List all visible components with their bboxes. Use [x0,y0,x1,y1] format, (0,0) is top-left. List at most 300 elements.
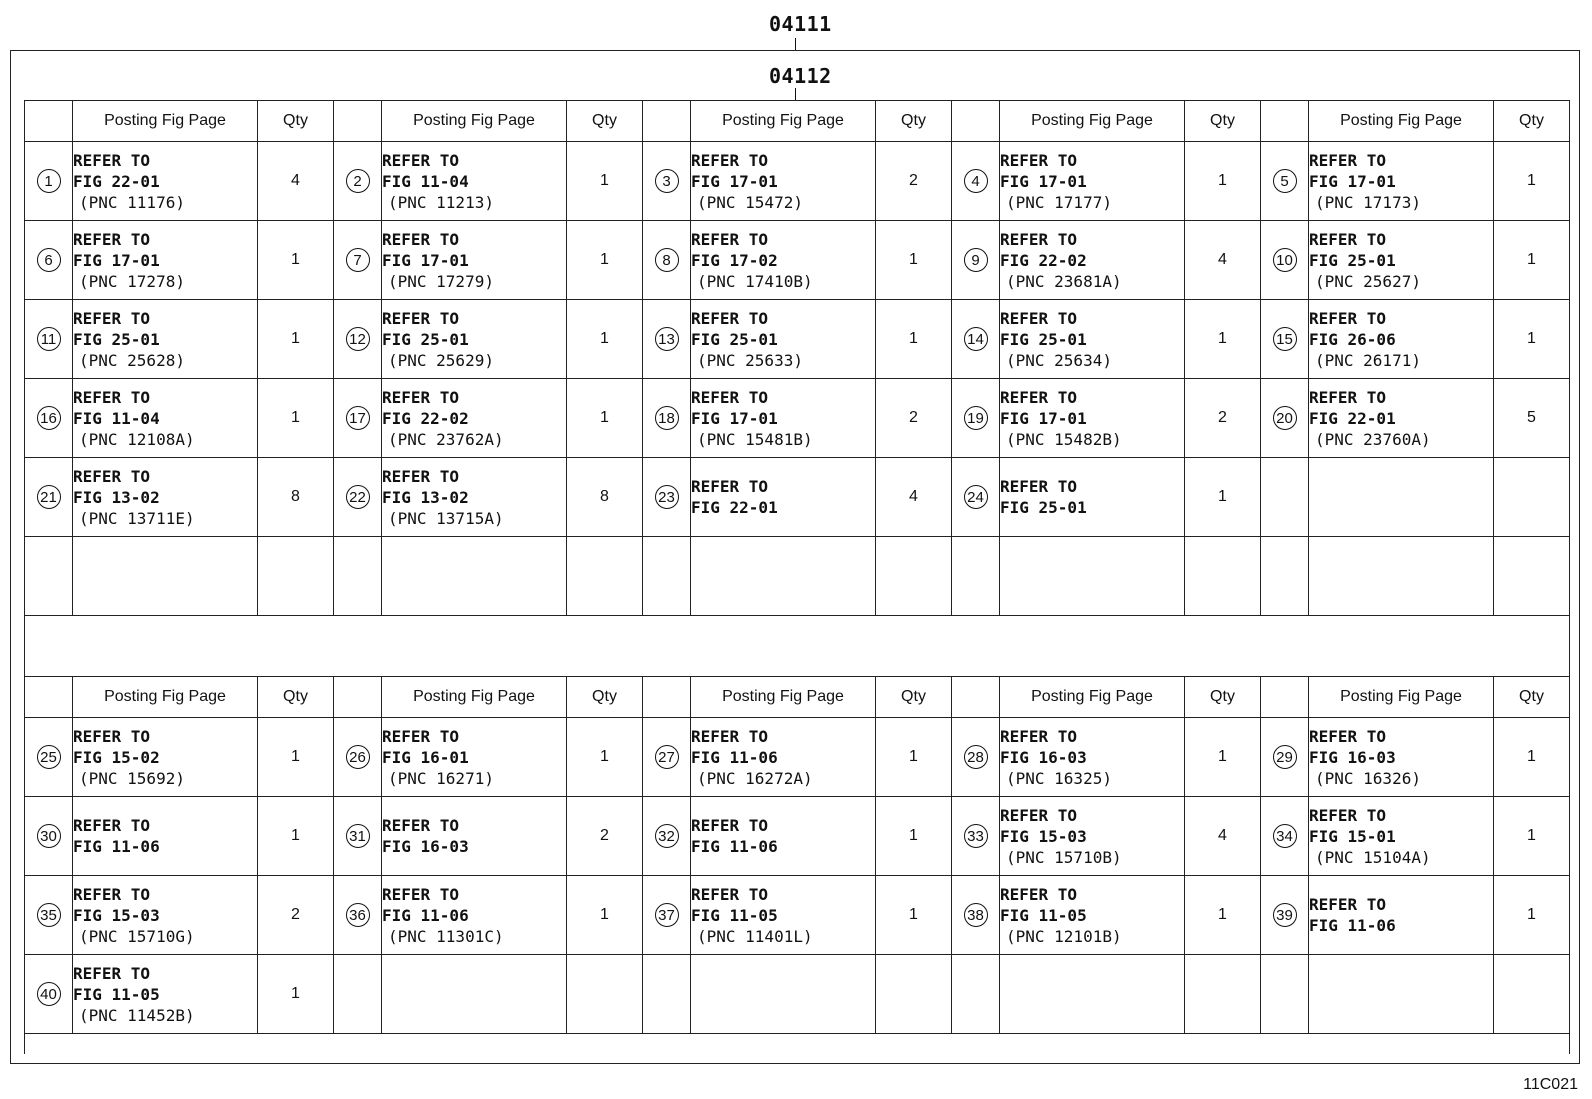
header-row [25,101,1570,142]
item-number-cell [952,458,1000,537]
quantity-cell: 1 [258,221,334,300]
refer-to-text: REFER TO [1309,387,1387,407]
pnc-number: (PNC 16271) [388,768,494,788]
posting-reference-cell [73,300,258,379]
posting-reference-cell [1000,142,1185,221]
item-number-cell [25,537,73,616]
item-number-cell [334,955,382,1034]
posting-reference-cell [1309,221,1494,300]
quantity-cell: 4 [258,142,334,221]
quantity-cell: 1 [876,797,952,876]
posting-reference-cell [1000,379,1185,458]
figure-page-ref: FIG 22-02 [1000,250,1087,270]
quantity-cell: 1 [567,142,643,221]
callout-number: 39 [1273,903,1297,927]
callout-number: 40 [37,982,61,1006]
figure-page-ref: FIG 15-03 [73,905,160,925]
refer-to-text: REFER TO [73,308,151,328]
quantity-cell: 2 [567,797,643,876]
refer-to-text: REFER TO [1309,726,1387,746]
quantity-cell: 2 [258,876,334,955]
quantity-cell: 4 [1185,797,1261,876]
item-number-cell [25,142,73,221]
item-number-cell [643,797,691,876]
callout-number: 33 [964,824,988,848]
pnc-number: (PNC 13715A) [388,508,504,528]
pnc-number: (PNC 15104A) [1315,847,1431,867]
figure-page-ref: FIG 11-06 [1309,916,1396,935]
figure-page-ref: FIG 17-01 [691,408,778,428]
table-row [25,797,1570,876]
item-number-cell [334,718,382,797]
column-header-item [25,101,73,142]
refer-to-text: REFER TO [691,308,769,328]
posting-reference-cell [1309,458,1494,537]
item-number-cell [643,537,691,616]
column-header-item [1261,677,1309,718]
posting-reference-cell [691,797,876,876]
column-header-qty: Qty [876,101,952,142]
column-header-qty: Qty [1185,101,1261,142]
figure-page-ref: FIG 15-03 [1000,826,1087,846]
column-header-posting: Posting Fig Page [1000,101,1185,142]
quantity-cell [1185,537,1261,616]
figure-page-ref: FIG 25-01 [1000,329,1087,349]
posting-reference-cell [73,142,258,221]
posting-reference-cell [691,537,876,616]
item-number-cell [643,458,691,537]
table-row [25,955,1570,1034]
item-number-cell [334,458,382,537]
posting-reference-cell [1000,876,1185,955]
posting-reference-cell [382,300,567,379]
pnc-number: (PNC 17278) [79,271,185,291]
callout-number: 2 [346,169,370,193]
column-header-item [643,101,691,142]
figure-page-ref: FIG 22-02 [382,408,469,428]
refer-to-text: REFER TO [1309,805,1387,825]
posting-reference-cell [691,300,876,379]
posting-reference-cell [691,876,876,955]
callout-number: 16 [37,406,61,430]
table-row [25,458,1570,537]
subassembly-number: 04112 [769,64,832,88]
posting-reference-cell [1309,718,1494,797]
figure-page-ref: FIG 17-02 [691,250,778,270]
item-number-cell [1261,955,1309,1034]
reference-table-upper [24,100,1570,616]
figure-page-ref: FIG 22-01 [73,171,160,191]
quantity-cell: 2 [876,142,952,221]
figure-page-ref: FIG 17-01 [382,250,469,270]
quantity-cell: 1 [258,955,334,1034]
figure-page-ref: FIG 11-05 [691,905,778,925]
assembly-number: 04111 [769,12,832,36]
refer-to-text: REFER TO [691,150,769,170]
posting-reference-cell [1309,876,1494,955]
refer-to-text: REFER TO [382,726,460,746]
quantity-cell: 1 [258,300,334,379]
posting-reference-cell [1000,797,1185,876]
posting-reference-cell [1000,300,1185,379]
column-header-posting: Posting Fig Page [382,101,567,142]
quantity-cell: 1 [1494,797,1570,876]
pnc-number: (PNC 11452B) [79,1005,195,1025]
callout-number: 11 [37,327,61,351]
figure-page-ref: FIG 11-04 [73,408,160,428]
callout-number: 14 [964,327,988,351]
pnc-number: (PNC 16272A) [697,768,813,788]
quantity-cell: 2 [1185,379,1261,458]
posting-reference-cell [1309,300,1494,379]
column-header-posting: Posting Fig Page [73,101,258,142]
column-header-qty: Qty [1494,677,1570,718]
posting-reference-cell [691,718,876,797]
figure-page-ref: FIG 15-02 [73,747,160,767]
callout-number: 5 [1273,169,1297,193]
quantity-cell [567,537,643,616]
column-header-qty: Qty [1494,101,1570,142]
item-number-cell [1261,876,1309,955]
quantity-cell [876,537,952,616]
pnc-number: (PNC 15481B) [697,429,813,449]
figure-page-ref: FIG 26-06 [1309,329,1396,349]
posting-reference-cell [382,718,567,797]
pnc-number: (PNC 16325) [1006,768,1112,788]
refer-to-text: REFER TO [73,963,151,983]
table-body [25,718,1570,1034]
quantity-cell: 1 [876,300,952,379]
callout-number: 17 [346,406,370,430]
figure-page-ref: FIG 25-01 [1000,498,1087,517]
item-number-cell [25,955,73,1034]
refer-to-text: REFER TO [1000,150,1078,170]
posting-reference-cell [382,797,567,876]
item-number-cell [952,797,1000,876]
posting-reference-cell [73,537,258,616]
pnc-number: (PNC 25627) [1315,271,1421,291]
item-number-cell [1261,142,1309,221]
item-number-cell [334,379,382,458]
column-header-item [952,677,1000,718]
quantity-cell: 1 [876,876,952,955]
quantity-cell: 1 [876,718,952,797]
table-row [25,537,1570,616]
item-number-cell [334,221,382,300]
pnc-number: (PNC 11176) [79,192,185,212]
refer-to-text: REFER TO [382,387,460,407]
quantity-cell: 1 [567,379,643,458]
item-number-cell [25,379,73,458]
posting-reference-cell [382,379,567,458]
callout-number: 12 [346,327,370,351]
figure-page-ref: FIG 11-06 [73,837,160,856]
callout-number: 29 [1273,745,1297,769]
column-header-item [1261,101,1309,142]
callout-number: 21 [37,485,61,509]
column-header-posting: Posting Fig Page [73,677,258,718]
refer-to-text: REFER TO [1000,477,1078,496]
posting-reference-cell [1000,221,1185,300]
quantity-cell [876,955,952,1034]
pnc-number: (PNC 15472) [697,192,803,212]
quantity-cell [258,537,334,616]
quantity-cell: 1 [1185,718,1261,797]
refer-to-text: REFER TO [73,229,151,249]
item-number-cell [334,142,382,221]
table-row [25,142,1570,221]
item-number-cell [643,955,691,1034]
item-number-cell [25,300,73,379]
item-number-cell [25,876,73,955]
quantity-cell [1494,955,1570,1034]
quantity-cell: 1 [1494,876,1570,955]
item-number-cell [952,379,1000,458]
refer-to-text: REFER TO [73,816,151,835]
pnc-number: (PNC 11401L) [697,926,813,946]
figure-page-ref: FIG 17-01 [1000,408,1087,428]
callout-number: 31 [346,824,370,848]
quantity-cell: 2 [876,379,952,458]
posting-reference-cell [1000,537,1185,616]
item-number-cell [1261,379,1309,458]
column-header-posting: Posting Fig Page [1309,677,1494,718]
posting-reference-cell [382,876,567,955]
quantity-cell: 1 [876,221,952,300]
callout-number: 8 [655,248,679,272]
item-number-cell [25,718,73,797]
posting-reference-cell [382,458,567,537]
refer-to-text: REFER TO [382,229,460,249]
callout-number: 1 [37,169,61,193]
pnc-number: (PNC 15482B) [1006,429,1122,449]
posting-reference-cell [73,955,258,1034]
quantity-cell: 8 [567,458,643,537]
posting-reference-cell [691,221,876,300]
quantity-cell: 8 [258,458,334,537]
table-row [25,718,1570,797]
figure-page-ref: FIG 17-01 [73,250,160,270]
figure-page-ref: FIG 25-01 [691,329,778,349]
item-number-cell [25,458,73,537]
callout-number: 15 [1273,327,1297,351]
refer-to-text: REFER TO [691,229,769,249]
item-number-cell [643,379,691,458]
posting-reference-cell [691,955,876,1034]
callout-number: 36 [346,903,370,927]
figure-page-ref: FIG 11-05 [1000,905,1087,925]
callout-number: 18 [655,406,679,430]
quantity-cell: 1 [1494,142,1570,221]
quantity-cell: 1 [258,379,334,458]
figure-page-ref: FIG 17-01 [1309,171,1396,191]
refer-to-text: REFER TO [1000,387,1078,407]
figure-page-ref: FIG 11-06 [691,747,778,767]
subassembly-leader-line [795,88,796,100]
reference-table-lower [24,676,1570,1034]
callout-number: 34 [1273,824,1297,848]
column-header-posting: Posting Fig Page [1000,677,1185,718]
quantity-cell: 1 [567,718,643,797]
quantity-cell: 1 [1494,718,1570,797]
posting-reference-cell [1309,142,1494,221]
refer-to-text: REFER TO [691,726,769,746]
pnc-number: (PNC 15710B) [1006,847,1122,867]
column-header-posting: Posting Fig Page [691,101,876,142]
pnc-number: (PNC 17177) [1006,192,1112,212]
item-number-cell [952,876,1000,955]
posting-reference-cell [382,537,567,616]
item-number-cell [1261,537,1309,616]
column-header-posting: Posting Fig Page [691,677,876,718]
quantity-cell: 1 [258,718,334,797]
figure-page-ref: FIG 25-01 [1309,250,1396,270]
quantity-cell: 1 [1494,221,1570,300]
callout-number: 13 [655,327,679,351]
refer-to-text: REFER TO [1309,229,1387,249]
refer-to-text: REFER TO [382,816,460,835]
figure-page-ref: FIG 11-06 [382,905,469,925]
quantity-cell: 1 [258,797,334,876]
assembly-leader-line [795,38,796,50]
callout-number: 23 [655,485,679,509]
item-number-cell [334,300,382,379]
pnc-number: (PNC 23762A) [388,429,504,449]
refer-to-text: REFER TO [1000,229,1078,249]
callout-number: 25 [37,745,61,769]
figure-page-ref: FIG 16-03 [382,837,469,856]
column-header-item [25,677,73,718]
callout-number: 9 [964,248,988,272]
refer-to-text: REFER TO [691,816,769,835]
column-header-qty: Qty [567,101,643,142]
pnc-number: (PNC 25634) [1006,350,1112,370]
item-number-cell [952,142,1000,221]
table-header [25,101,1570,142]
item-number-cell [25,221,73,300]
figure-page-ref: FIG 22-01 [691,498,778,517]
callout-number: 4 [964,169,988,193]
column-header-posting: Posting Fig Page [382,677,567,718]
figure-page-ref: FIG 25-01 [73,329,160,349]
column-header-qty: Qty [1185,677,1261,718]
posting-reference-cell [1000,718,1185,797]
refer-to-text: REFER TO [1000,805,1078,825]
posting-reference-cell [382,221,567,300]
item-number-cell [952,537,1000,616]
figure-page-ref: FIG 11-06 [691,837,778,856]
item-number-cell [643,300,691,379]
table-row [25,876,1570,955]
posting-reference-cell [382,142,567,221]
refer-to-text: REFER TO [1000,726,1078,746]
table-body [25,142,1570,616]
quantity-cell: 1 [1185,300,1261,379]
refer-to-text: REFER TO [1000,308,1078,328]
figure-page-ref: FIG 13-02 [382,487,469,507]
figure-page-ref: FIG 17-01 [1000,171,1087,191]
callout-number: 30 [37,824,61,848]
posting-reference-cell [1309,379,1494,458]
column-header-qty: Qty [567,677,643,718]
pnc-number: (PNC 11213) [388,192,494,212]
pnc-number: (PNC 25633) [697,350,803,370]
pnc-number: (PNC 17410B) [697,271,813,291]
item-number-cell [952,221,1000,300]
posting-reference-cell [73,876,258,955]
posting-reference-cell [1309,955,1494,1034]
pnc-number: (PNC 23681A) [1006,271,1122,291]
column-header-item [334,101,382,142]
figure-code: 11C021 [1523,1076,1578,1093]
callout-number: 26 [346,745,370,769]
refer-to-text: REFER TO [1309,150,1387,170]
item-number-cell [643,142,691,221]
pnc-number: (PNC 26171) [1315,350,1421,370]
callout-number: 38 [964,903,988,927]
item-number-cell [1261,718,1309,797]
item-number-cell [334,876,382,955]
item-number-cell [952,300,1000,379]
quantity-cell [1185,955,1261,1034]
item-number-cell [334,797,382,876]
item-number-cell [1261,300,1309,379]
table-row [25,221,1570,300]
callout-number: 22 [346,485,370,509]
table-row [25,300,1570,379]
callout-number: 19 [964,406,988,430]
column-header-qty: Qty [258,677,334,718]
callout-number: 35 [37,903,61,927]
figure-page-ref: FIG 22-01 [1309,408,1396,428]
refer-to-text: REFER TO [382,308,460,328]
posting-reference-cell [73,379,258,458]
pnc-number: (PNC 23760A) [1315,429,1431,449]
quantity-cell: 1 [1185,876,1261,955]
callout-number: 20 [1273,406,1297,430]
table-row [25,379,1570,458]
item-number-cell [25,797,73,876]
callout-number: 10 [1273,248,1297,272]
callout-number: 32 [655,824,679,848]
refer-to-text: REFER TO [73,466,151,486]
callout-number: 37 [655,903,679,927]
posting-reference-cell [1000,458,1185,537]
refer-to-text: REFER TO [691,387,769,407]
item-number-cell [1261,221,1309,300]
pnc-number: (PNC 15692) [79,768,185,788]
refer-to-text: REFER TO [382,884,460,904]
column-header-posting: Posting Fig Page [1309,101,1494,142]
callout-number: 27 [655,745,679,769]
figure-page-ref: FIG 11-05 [73,984,160,1004]
item-number-cell [643,876,691,955]
posting-reference-cell [73,718,258,797]
callout-number: 6 [37,248,61,272]
item-number-cell [643,221,691,300]
posting-reference-cell [73,221,258,300]
callout-number: 3 [655,169,679,193]
refer-to-text: REFER TO [1309,308,1387,328]
callout-number: 24 [964,485,988,509]
item-number-cell [1261,797,1309,876]
refer-to-text: REFER TO [382,150,460,170]
quantity-cell [567,955,643,1034]
item-number-cell [643,718,691,797]
quantity-cell: 5 [1494,379,1570,458]
pnc-number: (PNC 25628) [79,350,185,370]
pnc-number: (PNC 25629) [388,350,494,370]
